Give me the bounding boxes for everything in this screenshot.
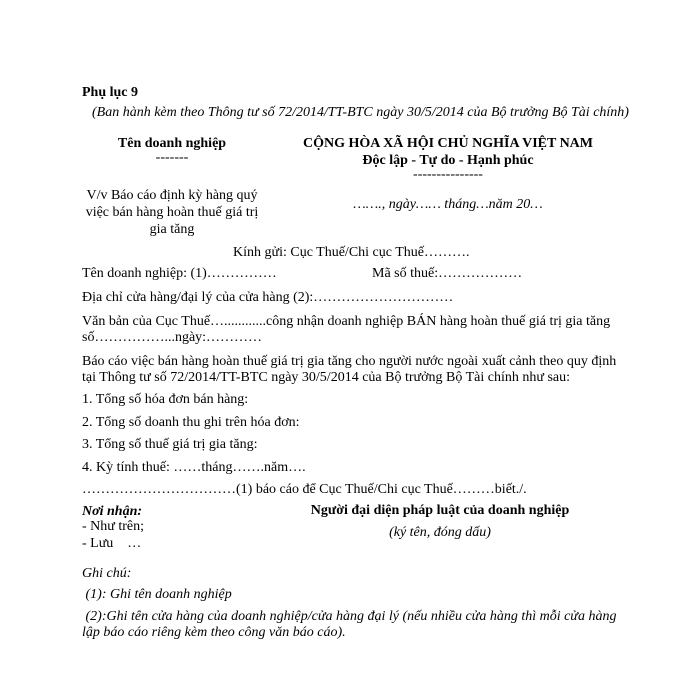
subject-line-1: V/v Báo cáo định kỳ hàng quý (86, 188, 258, 203)
closing-line: ……………………………(1) báo cáo để Cục Thuế/Chi cục Thuế………biết./. (82, 482, 527, 497)
recipient-line: Kính gửi: Cục Thuế/Chi cục Thuế………. (233, 245, 470, 260)
subject-line-2: việc bán hàng hoàn thuế giá trị (85, 205, 259, 220)
recipients-line-1: - Như trên; (82, 519, 145, 534)
store-address-field: Địa chỉ cửa hàng/đại lý của cửa hàng (2):………………………… (82, 290, 454, 305)
tax-code-field: Mã số thuế:……………… (372, 266, 523, 281)
motto-dashes: --------------- (413, 167, 483, 182)
document-line-1: Văn bản của Cục Thuế…............công nhận doanh nghiệp BÁN hàng hoàn thuế giá trị gia tăng (82, 314, 611, 329)
item-1: 1. Tổng số hóa đơn bán hàng: (82, 392, 249, 407)
recipients-label: Nơi nhận: (82, 504, 143, 519)
report-intro-line-2: tại Thông tư số 72/2014/TT-BTC ngày 30/5/2014 của Bộ trưởng Bộ Tài chính như sau: (82, 370, 570, 385)
appendix-title: Phụ lục 9 (82, 85, 139, 100)
date-line: ……., ngày…… tháng…năm 20… (353, 197, 543, 212)
signature-title: Người đại diện pháp luật của doanh nghiệp (310, 503, 570, 518)
item-3: 3. Tổng số thuế giá trị gia tăng: (82, 437, 258, 452)
note-1: (1): Ghi tên doanh nghiệp (82, 587, 232, 602)
nation-motto: Độc lập - Tự do - Hạnh phúc (362, 153, 534, 168)
item-2: 2. Tổng số doanh thu ghi trên hóa đơn: (82, 415, 300, 430)
company-label: Tên doanh nghiệp (117, 136, 227, 151)
report-intro-line-1: Báo cáo việc bán hàng hoàn thuế giá trị gia tăng cho người nước ngoài xuất cảnh theo quy định (82, 354, 617, 369)
item-4: 4. Kỳ tính thuế: ……tháng…….năm…. (82, 460, 306, 475)
document-line-2: số……………...ngày:………… (82, 330, 263, 345)
note-2-line-1: (2):Ghi tên cửa hàng của doanh nghiệp/cửa hàng đại lý (nếu nhiều cửa hàng thì mỗi cửa hàng (82, 609, 617, 624)
appendix-issued-with: (Ban hành kèm theo Thông tư số 72/2014/TT-BTC ngày 30/5/2014 của Bộ trưởng Bộ Tài chính) (92, 105, 629, 120)
company-dashes: ------- (155, 150, 189, 165)
notes-label: Ghi chú: (82, 566, 132, 581)
subject-line-3: gia tăng (149, 222, 195, 237)
recipients-line-2: - Lưu … (82, 536, 142, 551)
note-2-line-2: lập báo cáo riêng kèm theo công văn báo cáo). (82, 625, 346, 640)
signature-note: (ký tên, đóng dấu) (389, 525, 491, 540)
nation-title: CỘNG HÒA XÃ HỘI CHỦ NGHĨA VIỆT NAM (302, 136, 593, 151)
company-name-field: Tên doanh nghiệp: (1)…………… (82, 266, 277, 281)
